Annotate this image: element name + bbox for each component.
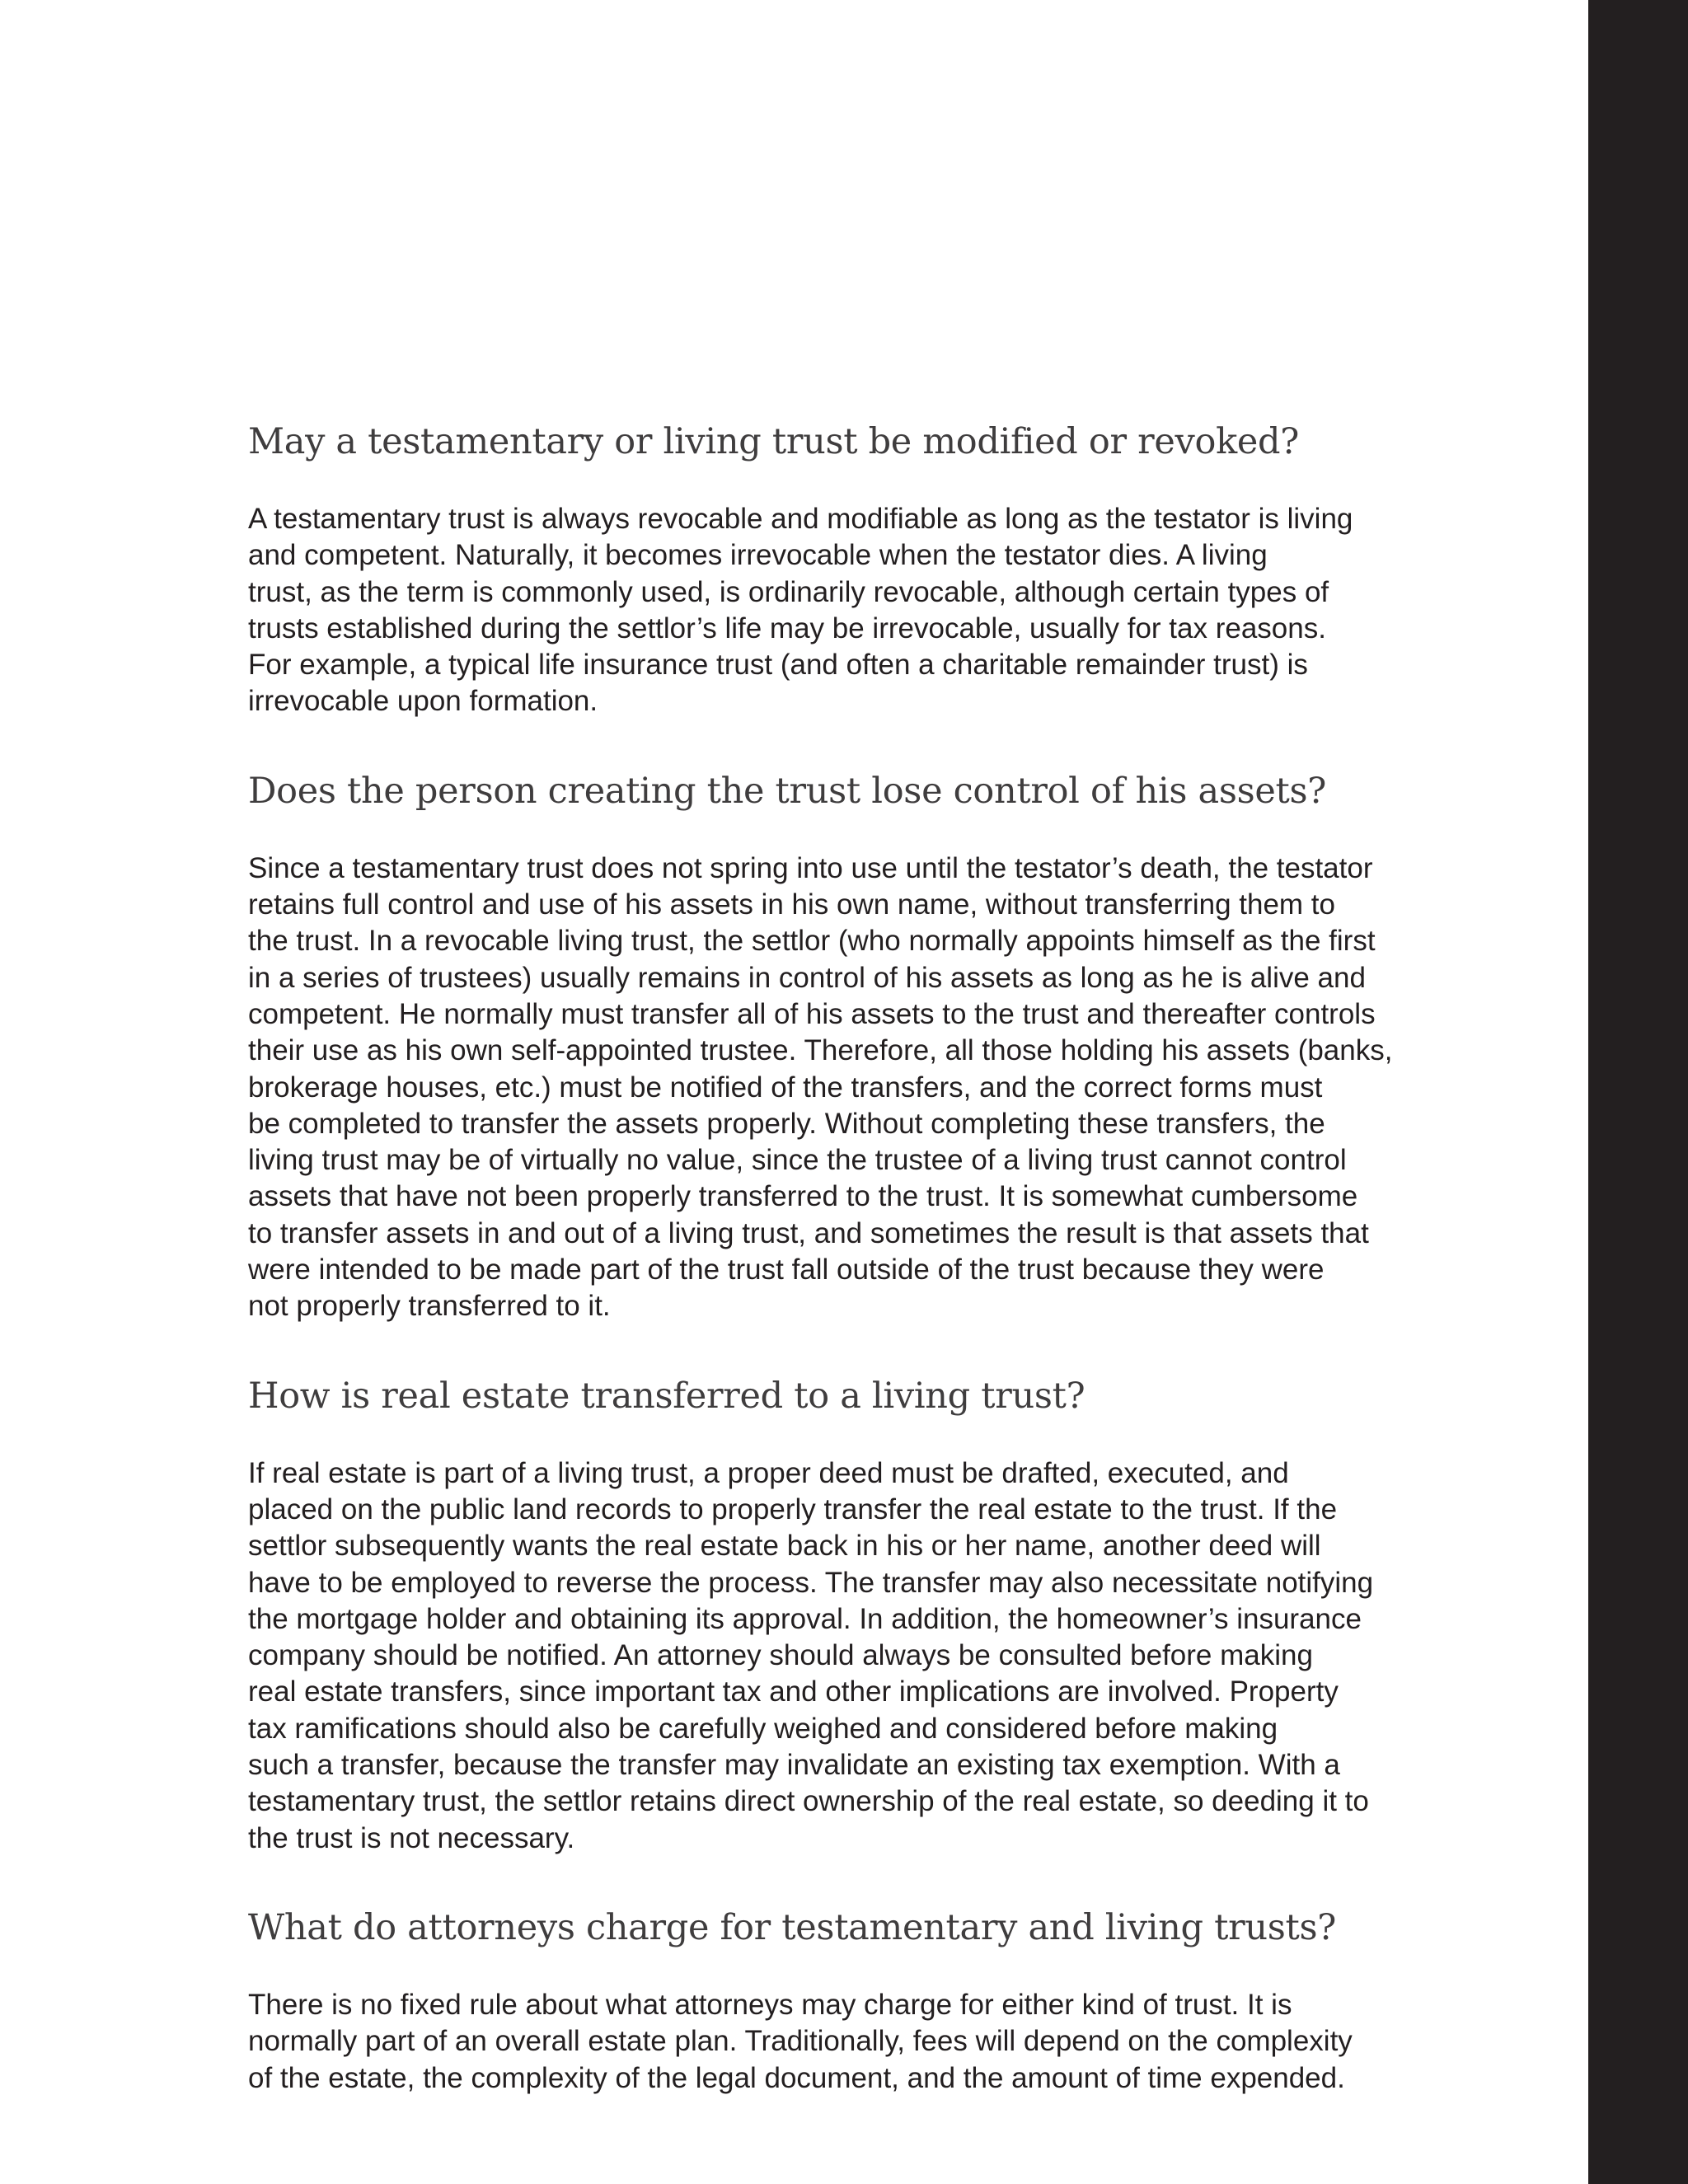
section-paragraph [248,851,1451,1325]
text-line: living trust may be of virtually no value, since the trustee of a living trust cannot control [248,1144,1347,1177]
text-line: There is no fixed rule about what attorneys may charge for either kind of trust. It is [248,1988,1292,2021]
text-line: tax ramifications should also be carefully weighed and considered before making [248,1712,1278,1745]
text-line: have to be employed to reverse the process. The transfer may also necessitate notifying [248,1566,1374,1599]
text-line: competent. He normally must transfer all of his assets to the trust and thereafter controls [248,997,1376,1030]
page-edge-bar [1588,0,1688,2184]
faq-section [248,768,1451,1325]
text-line: in a series of trustees) usually remains in control of his assets as long as he is alive and [248,961,1366,994]
section-heading: How is real estate transferred to a living trust? [248,1375,1085,1417]
text-line: of the estate, the complexity of the legal document, and the amount of time expended. [248,2061,1345,2094]
text-line: the trust is not necessary. [248,1821,575,1854]
text-line: trusts established during the settlor’s life may be irrevocable, usually for tax reasons. [248,612,1326,644]
faq-section [248,1905,1451,2097]
text-line: retains full control and use of his assets in his own name, without transferring them to [248,888,1335,921]
text-line: Since a testamentary trust does not spring into use until the testator’s death, the testator [248,851,1373,884]
text-line: the trust. In a revocable living trust, the settlor (who normally appoints himself as the first [248,925,1376,958]
text-line: such a transfer, because the transfer may invalidate an existing tax exemption. With a [248,1749,1340,1782]
section-heading: Does the person creating the trust lose control of his assets? [248,770,1327,812]
text-line: If real estate is part of a living trust, a proper deed must be drafted, executed, and [248,1456,1289,1489]
section-paragraph [248,1987,1451,2097]
text-line: irrevocable upon formation. [248,685,598,718]
text-line: testamentary trust, the settlor retains direct ownership of the real estate, so deeding it to [248,1785,1369,1818]
faq-section [248,1373,1451,1857]
section-paragraph [248,1455,1451,1857]
document-body [248,419,1451,2097]
text-line: assets that have not been properly transferred to the trust. It is somewhat cumbersome [248,1180,1358,1213]
text-line: be completed to transfer the assets properly. Without completing these transfers, the [248,1107,1325,1140]
text-line: placed on the public land records to properly transfer the real estate to the trust. If the [248,1493,1338,1526]
section-paragraph [248,501,1451,720]
text-line: real estate transfers, since important tax and other implications are involved. Property [248,1675,1339,1708]
text-line: the mortgage holder and obtaining its approval. In addition, the homeowner’s insurance [248,1602,1362,1635]
text-line: trust, as the term is commonly used, is ordinarily revocable, although certain types of [248,575,1329,608]
text-line: their use as his own self-appointed trustee. Therefore, all those holding his assets (banks, [248,1034,1393,1067]
text-line: settlor subsequently wants the real estate back in his or her name, another deed will [248,1530,1321,1563]
faq-section [248,419,1451,720]
text-line: were intended to be made part of the trust fall outside of the trust because they were [248,1254,1325,1286]
text-line: brokerage houses, etc.) must be notified of the transfers, and the correct forms must [248,1071,1323,1104]
text-line: company should be notified. An attorney should always be consulted before making [248,1639,1313,1672]
section-heading: May a testamentary or living trust be modified or revoked? [248,421,1299,462]
text-line: and competent. Naturally, it becomes irrevocable when the testator dies. A living [248,539,1268,572]
text-line: A testamentary trust is always revocable and modifiable as long as the testator is living [248,503,1353,535]
text-line: not properly transferred to it. [248,1290,611,1323]
section-heading: What do attorneys charge for testamentary and living trusts? [248,1906,1337,1948]
text-line: For example, a typical life insurance trust (and often a charitable remainder trust) is [248,649,1308,682]
text-line: to transfer assets in and out of a living trust, and sometimes the result is that assets that [248,1216,1369,1249]
text-line: normally part of an overall estate plan. Traditionally, fees will depend on the complexity [248,2025,1353,2058]
